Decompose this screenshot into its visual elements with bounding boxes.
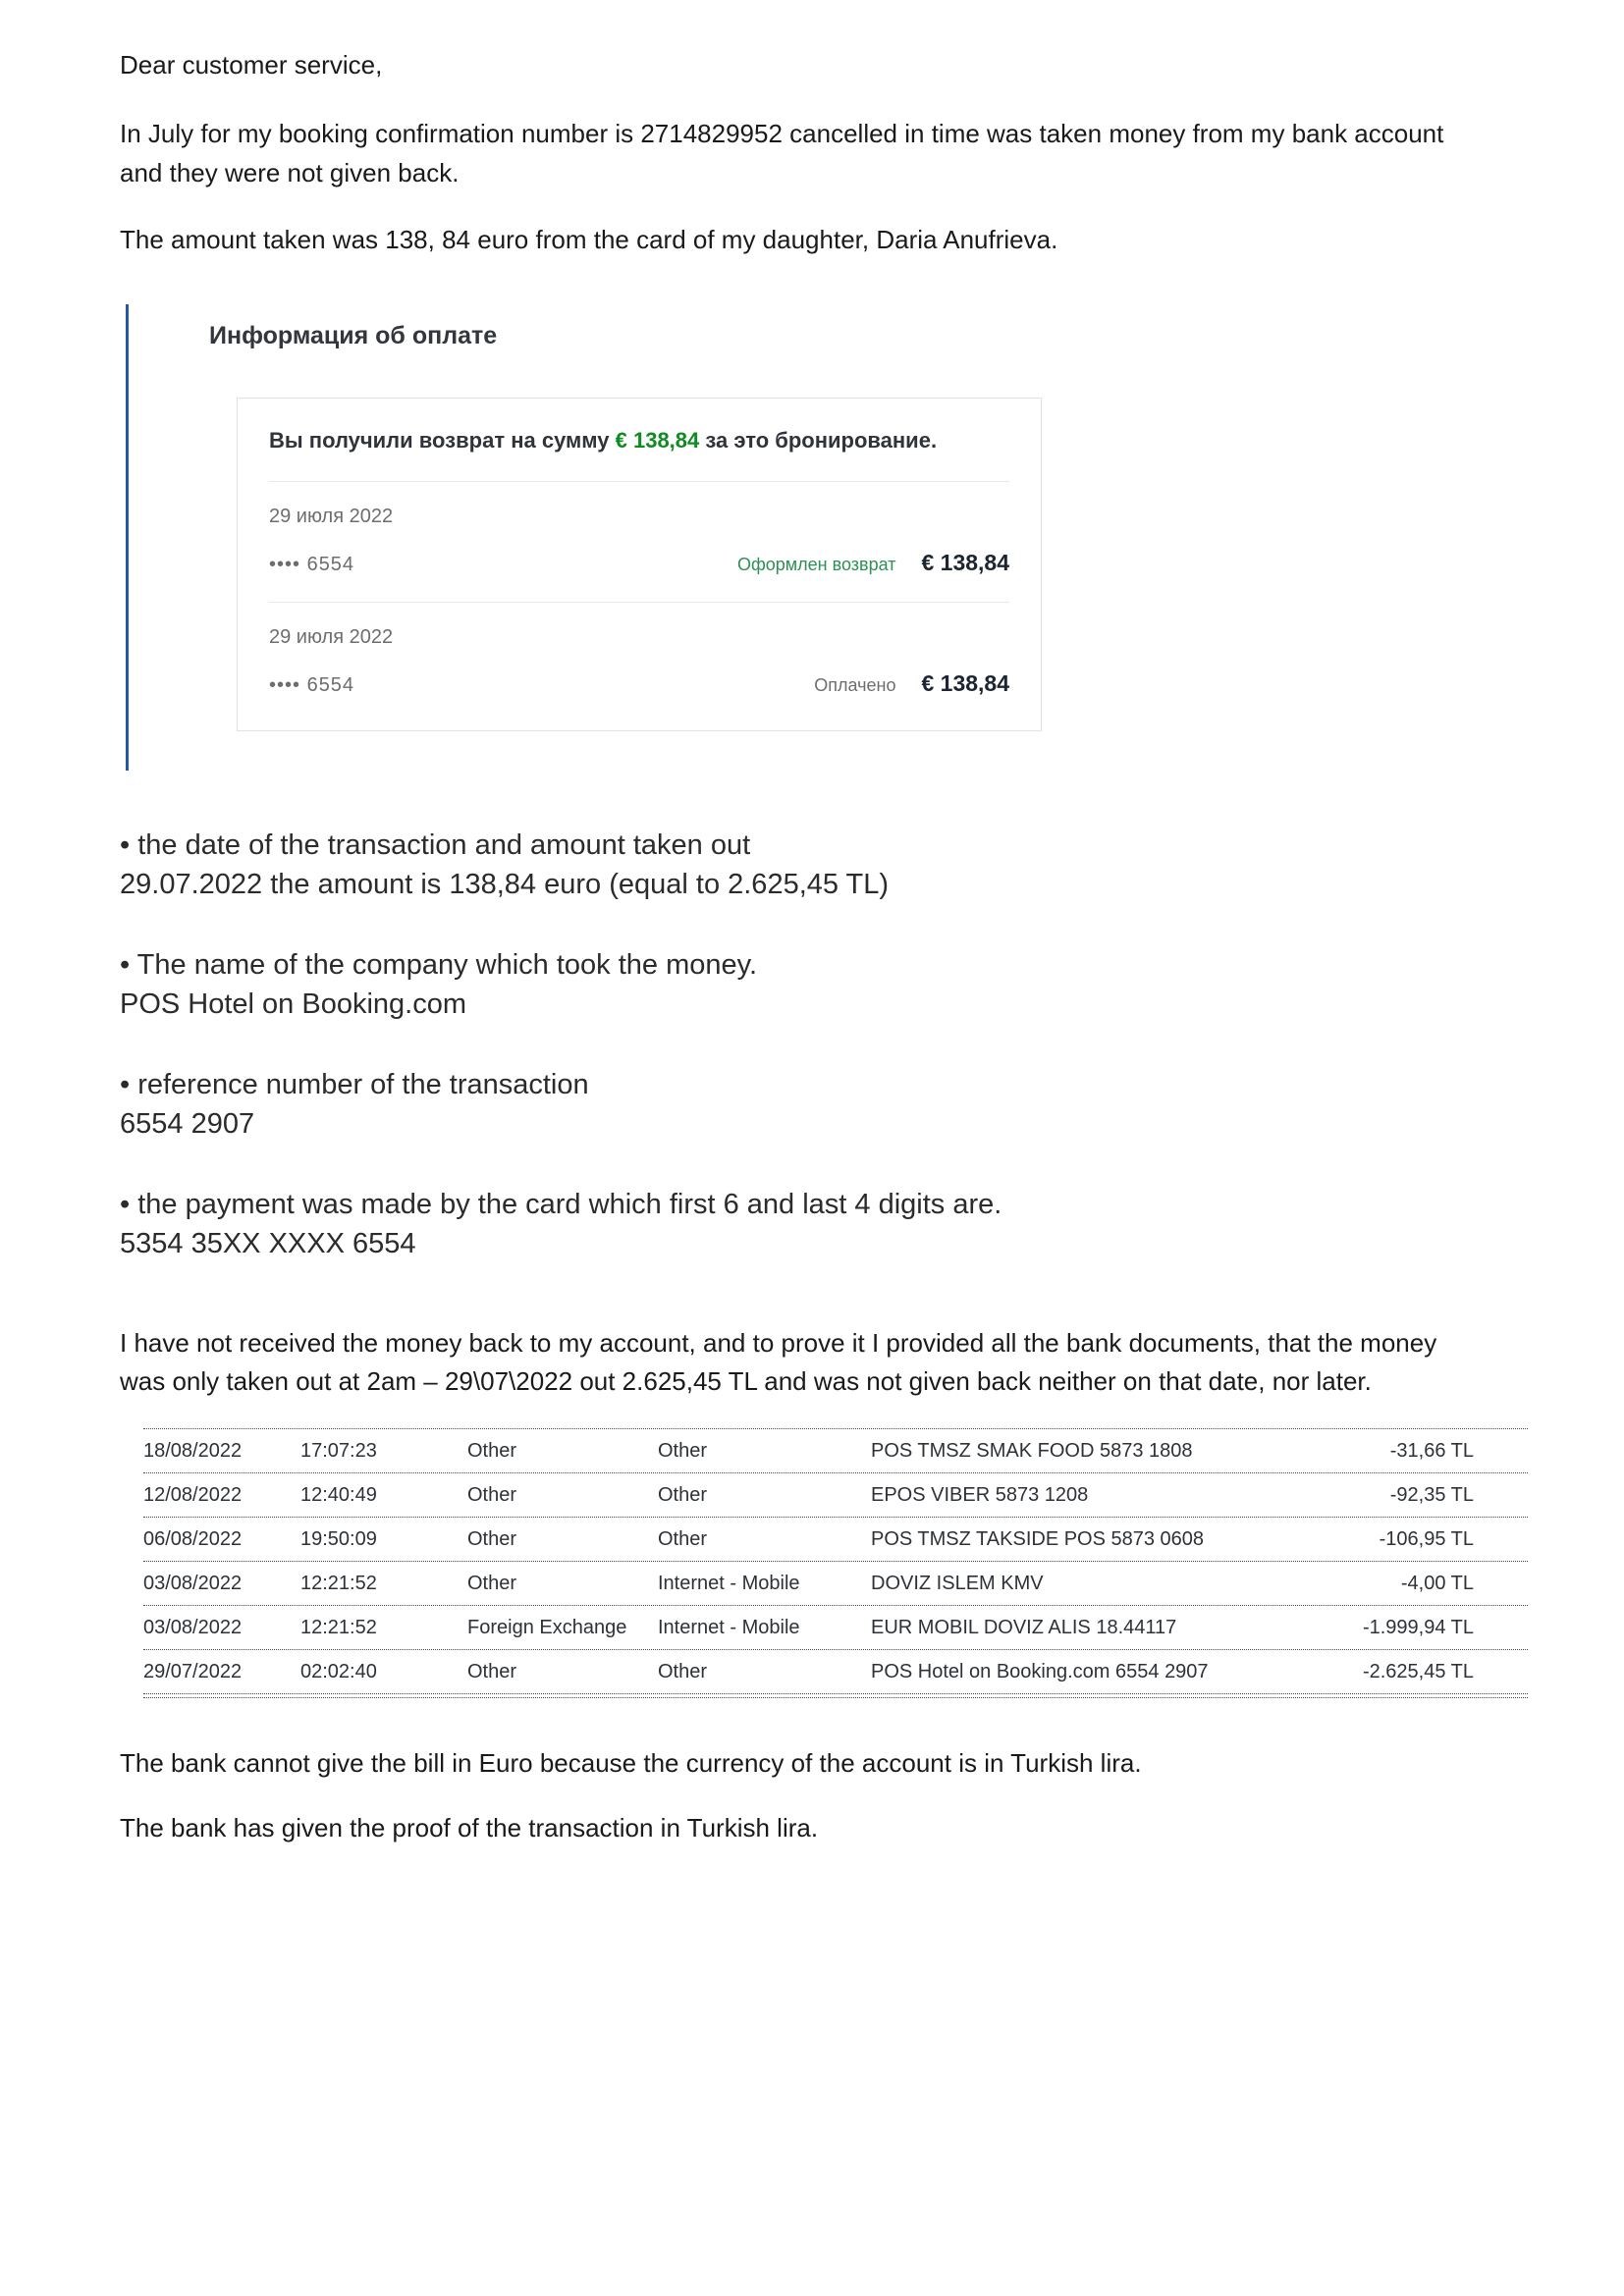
refund-sentence (269, 426, 1009, 455)
amount-refunded: € 138,84 (921, 550, 1009, 575)
tx-date: 18/08/2022 (143, 1439, 243, 1462)
tx-date: 29/07/2022 (143, 1660, 243, 1682)
card-last4: •••• 6554 (269, 674, 355, 696)
refund-amount-inline: € 138,84 (615, 428, 700, 453)
tx-description: DOVIZ ISLEM KMV (871, 1572, 1044, 1594)
detail-value: 29.07.2022 the amount is 138,84 euro (equal to 2.625,45 TL) (120, 869, 890, 900)
payment-right (737, 550, 1009, 576)
tx-category: Other (467, 1439, 517, 1462)
table-row (143, 1472, 1528, 1517)
detail-reference (120, 1065, 1477, 1144)
transaction-details-list (120, 826, 1477, 1263)
table-bottom-line (143, 1693, 1528, 1694)
payment-right (814, 670, 1009, 697)
detail-company (120, 945, 1477, 1024)
payment-row (269, 550, 1009, 576)
tx-time: 17:07:23 (300, 1439, 377, 1462)
tx-description: EUR MOBIL DOVIZ ALIS 18.44117 (871, 1616, 1177, 1638)
divider (269, 602, 1009, 603)
payment-entry-paid (269, 626, 1009, 697)
payment-entry-refund (269, 506, 1009, 576)
refund-sentence-prefix: Вы получили возврат на сумму (269, 428, 616, 453)
tx-category: Foreign Exchange (467, 1616, 627, 1638)
tx-date: 03/08/2022 (143, 1572, 243, 1594)
tx-channel: Other (658, 1439, 708, 1462)
tx-channel: Internet - Mobile (658, 1572, 800, 1594)
table-row (143, 1517, 1528, 1561)
paragraph-amount-taken: The amount taken was 138, 84 euro from the card of my daughter, Daria Anufrieva. (120, 225, 1058, 254)
payment-info-screenshot (126, 304, 1093, 771)
detail-label: • The name of the company which took the money. (120, 949, 758, 981)
card-last4: •••• 6554 (269, 554, 355, 575)
tx-date: 06/08/2022 (143, 1527, 243, 1550)
tx-channel: Other (658, 1527, 708, 1550)
payment-date: 29 июля 2022 (269, 506, 394, 527)
amount-paid: € 138,84 (921, 670, 1009, 696)
tx-category: Other (467, 1527, 517, 1550)
payment-row (269, 670, 1009, 697)
payment-card (237, 398, 1042, 731)
detail-label: • the date of the transaction and amount taken out (120, 829, 751, 861)
table-bottom-line-2 (143, 1697, 1528, 1698)
tx-channel: Internet - Mobile (658, 1616, 800, 1638)
tx-date: 12/08/2022 (143, 1483, 243, 1506)
tx-time: 19:50:09 (300, 1527, 377, 1550)
tx-category: Other (467, 1660, 517, 1682)
tx-description: POS TMSZ TAKSIDE POS 5873 0608 (871, 1527, 1205, 1550)
table-row (143, 1605, 1528, 1649)
tx-category: Other (467, 1483, 517, 1506)
paragraph-booking-cancelled: In July for my booking confirmation number is 2714829952 cancelled in time was taken money from my bank account and they were not given back. (120, 119, 1444, 187)
tx-amount: -4,00 TL (1400, 1572, 1474, 1594)
table-row (143, 1649, 1528, 1693)
tx-amount: -106,95 TL (1379, 1527, 1474, 1550)
payment-date: 29 июля 2022 (269, 626, 394, 648)
divider (269, 481, 1009, 482)
table-row (143, 1428, 1528, 1472)
tx-description: POS Hotel on Booking.com 6554 2907 (871, 1660, 1209, 1682)
payment-info-title: Информация об оплате (209, 322, 498, 349)
status-paid: Оплачено (814, 675, 896, 695)
detail-value: POS Hotel on Booking.com (120, 988, 467, 1020)
detail-date-amount (120, 826, 1477, 904)
table-row (143, 1561, 1528, 1605)
paragraph-bank-proof: The bank has given the proof of the transaction in Turkish lira. (120, 1813, 819, 1842)
tx-category: Other (467, 1572, 517, 1594)
tx-time: 12:21:52 (300, 1572, 377, 1594)
detail-label: • reference number of the transaction (120, 1069, 589, 1100)
greeting: Dear customer service, (120, 50, 383, 80)
tx-amount: -31,66 TL (1389, 1439, 1474, 1462)
status-refund-issued: Оформлен возврат (736, 555, 896, 574)
tx-channel: Other (658, 1660, 708, 1682)
refund-sentence-suffix: за это бронирование. (699, 428, 938, 453)
tx-description: POS TMSZ SMAK FOOD 5873 1808 (871, 1439, 1193, 1462)
tx-date: 03/08/2022 (143, 1616, 243, 1638)
tx-amount: -2.625,45 TL (1362, 1660, 1474, 1682)
paragraph-proof: I have not received the money back to my account, and to prove it I provided all the bank documents, that the money was only taken out at 2am – 29\07\2022 out 2.625,45 TL and was not given back neither on that date, nor later. (120, 1328, 1437, 1396)
tx-time: 12:21:52 (300, 1616, 377, 1638)
detail-value: 6554 2907 (120, 1108, 255, 1140)
tx-amount: -92,35 TL (1389, 1483, 1474, 1506)
tx-time: 12:40:49 (300, 1483, 377, 1506)
tx-channel: Other (658, 1483, 708, 1506)
detail-value: 5354 35XX XXXX 6554 (120, 1228, 416, 1259)
bank-statement-table (143, 1428, 1528, 1698)
tx-amount: -1.999,94 TL (1362, 1616, 1474, 1638)
detail-label: • the payment was made by the card which first 6 and last 4 digits are. (120, 1189, 1002, 1220)
tx-description: EPOS VIBER 5873 1208 (871, 1483, 1089, 1506)
paragraph-bank-bill: The bank cannot give the bill in Euro because the currency of the account is in Turkish lira. (120, 1748, 1142, 1778)
detail-card-digits (120, 1185, 1477, 1263)
tx-time: 02:02:40 (300, 1660, 377, 1682)
